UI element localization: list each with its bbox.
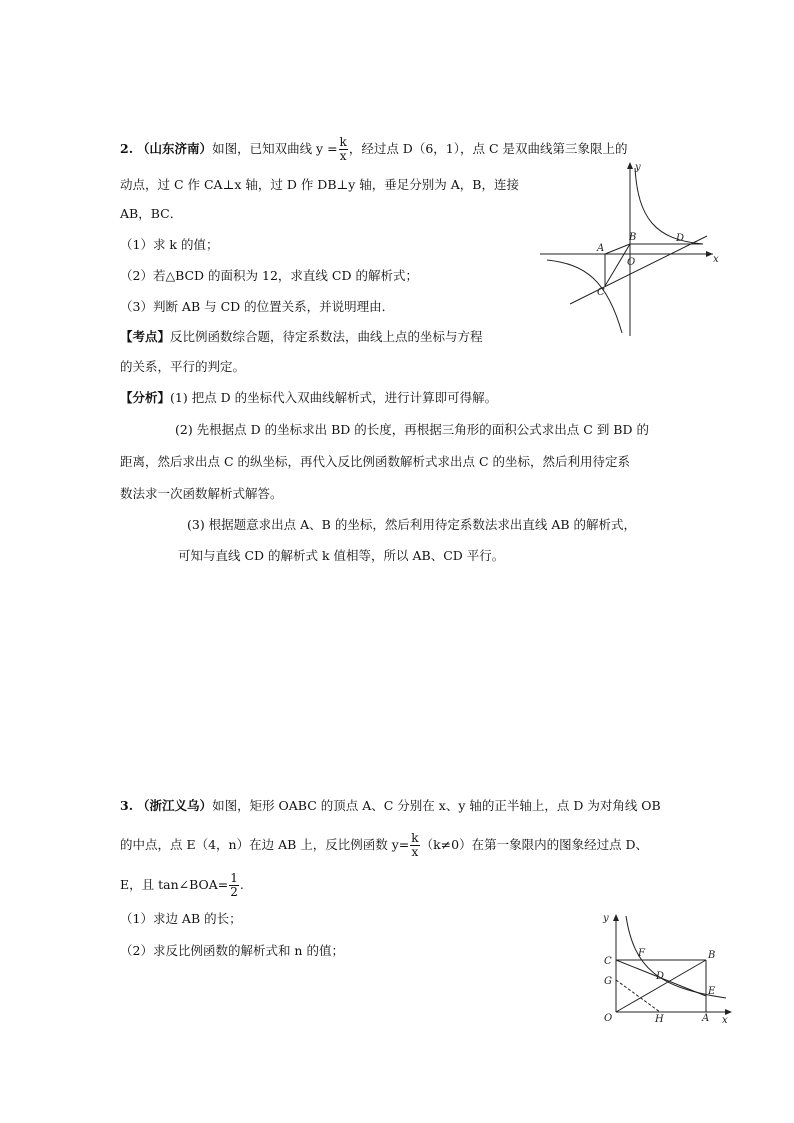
p2-text: 如图，已知双曲线 y = (212, 141, 338, 156)
label-O: O (604, 1013, 613, 1024)
p3-number: 3. (120, 798, 134, 813)
p2-question-2: （2）若△BCD 的面积为 12，求直线 CD 的解析式； (120, 268, 418, 283)
p3-text: . (239, 877, 244, 892)
p2-line-3: AB，BC． (120, 206, 183, 221)
tan-num: 1 (230, 871, 238, 885)
label-x: x (713, 254, 719, 265)
fenxi-1: (1) 把点 D 的坐标代入双曲线解析式，进行计算即可得解。 (170, 390, 498, 405)
p3-figure (598, 908, 738, 1026)
label-E: E (708, 986, 716, 997)
label-C: C (597, 287, 605, 298)
p2-question-3: （3）判断 AB 与 CD 的位置关系，并说明理由． (120, 299, 395, 314)
label-A: A (702, 1013, 710, 1024)
p3-line-2 (120, 832, 648, 859)
p3-source: （浙江义乌） (137, 798, 213, 813)
y-arrow (613, 914, 619, 921)
p3-frac-den: x (411, 845, 419, 859)
tan-fraction (229, 872, 239, 899)
label-y: y (603, 913, 609, 924)
label-C: C (604, 956, 612, 967)
y-arrow (627, 162, 633, 169)
p2-fenxi (120, 389, 497, 407)
kaodian-tag: 【考点】 (120, 329, 171, 344)
tan-den: 2 (230, 885, 238, 899)
p2-figure (535, 158, 725, 340)
p3-text: 如图，矩形 OABC 的顶点 A、C 分别在 x、y 轴的正半轴上，点 D 为对角线 OB (212, 798, 661, 813)
label-H: H (655, 1014, 664, 1025)
p2-fenxi-3a: (3) 根据题意求出点 A、B 的坐标，然后利用待定系数法求出直线 AB 的解析式， (187, 517, 637, 532)
p2-question-1: （1）求 k 的值； (120, 237, 219, 252)
segment-GH (616, 980, 660, 1012)
hyperbola-q1 (635, 168, 703, 244)
p2-fenxi-2c: 数法求一次函数解析式解答。 (120, 486, 283, 501)
diagonal-OB (616, 960, 706, 1012)
label-F: F (638, 948, 645, 959)
p2-fenxi-2a: (2) 先根据点 D 的坐标求出 BD 的长度，再根据三角形的面积公式求出点 C 到 BD 的 (175, 422, 649, 437)
p3-question-1: （1）求边 AB 的长； (120, 911, 242, 926)
label-x: x (722, 1015, 728, 1026)
label-y: y (635, 162, 641, 173)
p2-line-2: 动点，过 C 作 CA⊥x 轴，过 D 作 DB⊥y 轴，垂足分别为 A，B，连接 (120, 177, 519, 192)
label-D: D (656, 971, 665, 982)
p3-text: E，且 tan∠BOA= (120, 877, 229, 892)
fenxi-tag: 【分析】 (120, 390, 171, 405)
p2-frac-den: x (339, 149, 347, 163)
p3-frac-num: k (411, 831, 419, 845)
label-O: O (627, 257, 636, 268)
p3-text: （k≠0）在第一象限内的图象经过点 D、 (420, 837, 649, 852)
label-A: A (597, 243, 605, 254)
line-CD (570, 236, 707, 304)
p3-line-3 (120, 872, 244, 899)
p3-fraction (410, 832, 419, 859)
p2-source: （山东济南） (137, 141, 213, 156)
p2-frac-num: k (339, 135, 347, 149)
p2-text: ，经过点 D（6，1），点 C 是双曲线第三象限上的 (348, 141, 628, 156)
p2-kaodian-2: 的关系，平行的判定。 (120, 359, 246, 374)
p3-line-1 (120, 797, 661, 815)
x-arrow (706, 251, 713, 257)
kaodian-text: 反比例函数综合题，待定系数法，曲线上点的坐标与方程 (170, 329, 483, 344)
p3-question-2: （2）求反比例函数的解析式和 n 的值； (120, 943, 344, 958)
p2-kaodian (120, 328, 483, 346)
p2-fenxi-3b: 可知与直线 CD 的解析式 k 值相等，所以 AB、CD 平行。 (178, 548, 505, 563)
p2-fraction (339, 136, 348, 163)
label-B: B (708, 950, 716, 961)
p2-fenxi-2b: 距离，然后求出点 C 的纵坐标，再代入反比例函数解析式求出点 C 的坐标，然后利用待定系 (120, 454, 631, 469)
label-G: G (604, 976, 612, 987)
label-B: B (629, 232, 637, 243)
label-D: D (676, 233, 685, 244)
segment-AB (605, 244, 630, 254)
p2-number: 2. (120, 141, 134, 156)
p3-text: 的中点，点 E（4，n）在边 AB 上，反比例函数 y= (120, 837, 410, 852)
